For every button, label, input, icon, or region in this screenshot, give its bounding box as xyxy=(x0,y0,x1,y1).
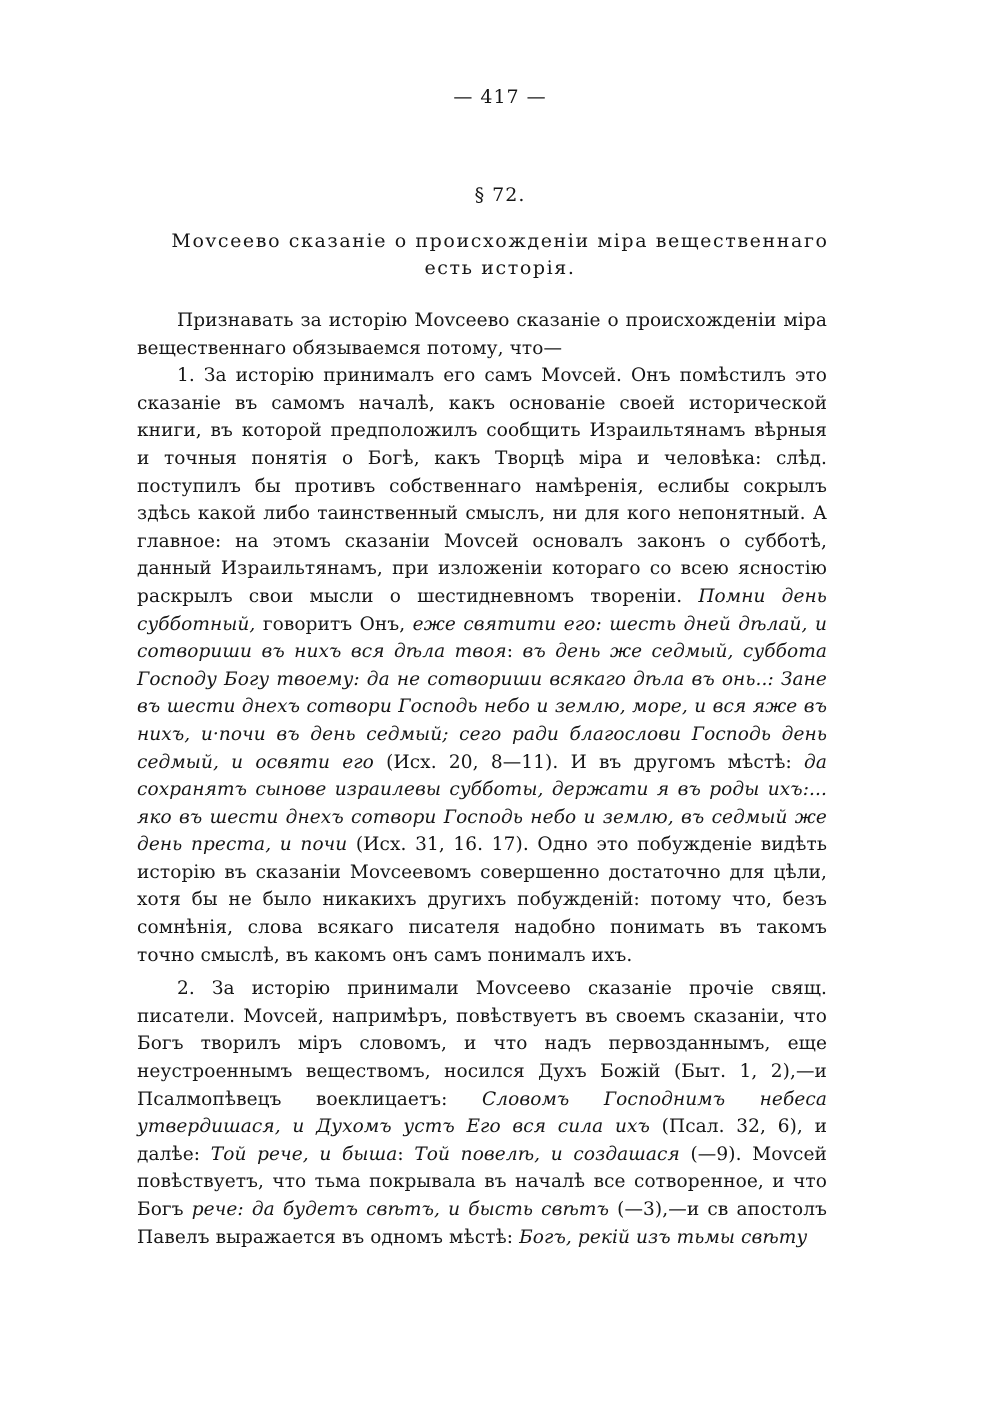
text-run: (—9). Моvсей повѣствуетъ, что тьма покрывала въ началѣ все сотворенное, и что Богъ xyxy=(137,1143,827,1220)
page-number: — 417 — xyxy=(453,86,547,108)
text-run: 1. За исторію принималъ его самъ Моvсей. Онъ помѣстилъ это сказаніе въ самомъ началѣ, какъ основаніе своей исторической книги, въ которой предположилъ сообщить Израильтянамъ вѣрныя и точныя понятія о Богѣ, какъ Творцѣ міра и человѣка: слѣд. поступилъ бы противъ собственнаго намѣренія, еслибы сокрылъ здѣсь какой либо таинственный смыслъ, ни для кого непонятный. А главное: на этомъ сказаніи Моvсей основалъ законъ о субботѣ, данный Израильтянамъ, при изложеніи котораго со всею ясностію раскрылъ свои мысли о шестидневномъ твореніи. xyxy=(137,365,827,607)
text-run: (Исх. 31, 16. 17). Одно это побужденіе видѣть исторію въ сказаніи Моvсеевомъ совершенно достаточно для цѣли, хотя бы не было никакихъ другихъ побужденій: потому что, безъ сомнѣнія, слова всякаго писателя надобно понимать въ такомъ точно смыслѣ, въ какомъ онъ самъ понималъ ихъ. xyxy=(137,834,827,966)
italic-quote: еже святити его: шесть дней дѣлай, и сотвориши въ нихъ вся дѣла твоя xyxy=(137,613,827,663)
italic-quote: Той повелѣ, и создашася xyxy=(414,1143,680,1165)
paragraph-2 xyxy=(137,975,827,1251)
italic-quote: Богъ, рекій изъ тьмы свѣту xyxy=(519,1226,808,1248)
text-run: 2. За исторію принимали Моvсеево сказаніе прочіе свящ. писатели. Моvсей, напримѣръ, повѣствуетъ въ своемъ сказаніи, что Богъ творилъ міръ словомъ, и что надъ первозданнымъ, еще неустроеннымъ веществомъ, носился Духъ Божій (Быт. 1, 2),—и Псалмопѣвецъ воеклицаетъ: xyxy=(137,978,827,1110)
italic-quote: да сохранятъ сынове израилевы субботы, держати я въ роды ихъ:... яко въ шести днехъ сотвори Господь небо и землю, въ седмый же день преста, и почи xyxy=(137,751,827,856)
section-number: § 72. xyxy=(474,184,526,206)
text-run: : xyxy=(506,641,523,663)
heading-line-2: есть исторія. xyxy=(424,257,576,279)
text-run: (Псал. 32, 6), и далѣе: xyxy=(137,1116,827,1165)
italic-quote: Помни день субботный, xyxy=(137,585,827,635)
text-run: говоритъ Онъ, xyxy=(255,613,413,635)
paragraph-intro xyxy=(137,307,827,362)
italic-quote: въ день же седмый, суббота Господу Богу твоему: да не сотвориши всякаго дѣла въ онь..: Зане въ шести днехъ сотвори Господь небо и землю, море, и вся яже въ нихъ, и·почи въ день седмый; сего ради благослови Господь день седмый, и освяти его xyxy=(137,641,827,773)
paragraph-1 xyxy=(137,362,827,969)
text-run: (Исх. 20, 8—11). И въ другомъ мѣстѣ: xyxy=(373,751,805,773)
text-run: (—3),—и св апостолъ Павелъ выражается въ одномъ мѣстѣ: xyxy=(137,1199,828,1248)
heading-line-1: Моvсеево сказаніе о происхожденіи міра вещественнаго xyxy=(171,230,829,252)
body-text xyxy=(137,307,827,1251)
section-heading xyxy=(150,228,850,282)
text-run: : xyxy=(397,1143,415,1165)
italic-quote: Той рече, и быша xyxy=(210,1143,398,1165)
paragraph-intro-text: Признавать за исторію Моvсеево сказаніе о происхожденіи міра вещественнаго обязываемся потому, что— xyxy=(137,310,827,359)
italic-quote: рече: да будетъ свѣтъ, и бысть свѣтъ xyxy=(191,1199,610,1220)
italic-quote: Словомъ Господнимъ небеса утвердишася, и Духомъ устъ Его вся сила ихъ xyxy=(137,1088,827,1138)
